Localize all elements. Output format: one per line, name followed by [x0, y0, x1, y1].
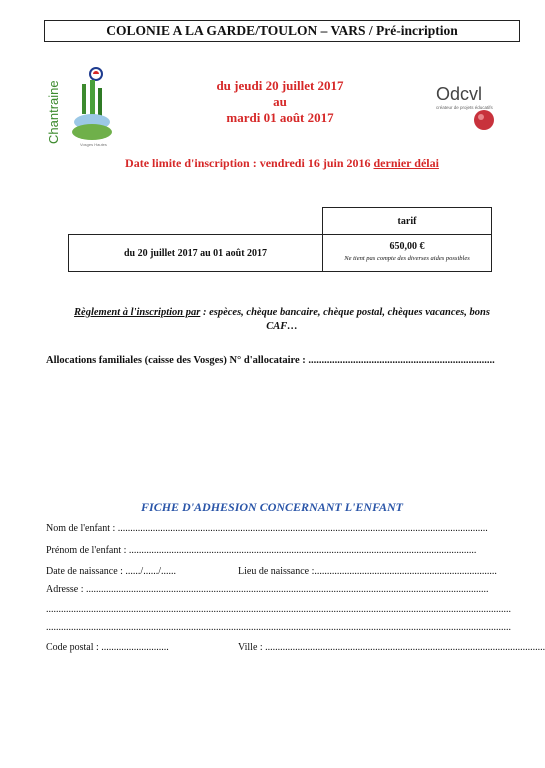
payment-line2: CAF…	[266, 321, 298, 332]
address-field[interactable]: Adresse : .................................................................................................................................................................	[46, 584, 489, 595]
deadline-text: Date limite d'inscription : vendredi 16 juin 2016	[125, 156, 374, 170]
child-firstname-field[interactable]: Prénom de l'enfant : ...........................................................................................................................................	[46, 545, 477, 556]
fiche-title: FICHE D'ADHESION CONCERNANT L'ENFANT	[141, 500, 403, 514]
address-line2[interactable]: ..........................................................................................................................................................................................	[46, 604, 511, 615]
deadline-emphasis: dernier délai	[373, 156, 439, 170]
postal-code-field[interactable]: Code postal : ...........................	[46, 642, 169, 653]
address-line3[interactable]: ..........................................................................................................................................................................................	[46, 622, 511, 633]
child-lastname-field[interactable]: Nom de l'enfant : ....................................................................................................................................................	[46, 523, 488, 534]
tarif-price-cell	[323, 235, 492, 272]
allocation-label: Allocations familiales (caisse des Vosges) N° d'allocataire :	[46, 355, 309, 366]
date-line-2: au	[273, 94, 287, 109]
allocation-field[interactable]	[46, 355, 495, 366]
date-line-1: du jeudi 20 juillet 2017	[216, 78, 344, 93]
session-dates	[160, 78, 400, 126]
payment-methods	[60, 306, 504, 334]
tarif-header: tarif	[323, 208, 492, 235]
birthplace-field[interactable]: Lieu de naissance :.........................................................................	[238, 566, 497, 577]
document-title: COLONIE A LA GARDE/TOULON – VARS / Pré-incription	[44, 20, 520, 42]
chantraine-brand-text: Chantraine	[46, 80, 61, 144]
chantraine-logo	[46, 62, 118, 150]
tarif-note: Ne tient pas compte des diverses aides possibles	[344, 255, 470, 262]
city-field[interactable]: Ville : ................................................................................................................	[238, 642, 545, 653]
odcvl-brand-text: Odcvl	[436, 84, 483, 104]
tarif-period: du 20 juillet 2017 au 01 août 2017	[69, 235, 323, 272]
allocation-dots: .......................................................................	[308, 355, 495, 366]
tarif-price: 650,00 €	[389, 241, 425, 252]
odcvl-tagline: créateur de projets éducatifs	[436, 105, 493, 110]
chantraine-tagline: Vosges Hautes	[80, 142, 107, 147]
registration-deadline	[60, 156, 504, 171]
odcvl-logo	[436, 84, 516, 134]
tarif-table	[68, 207, 492, 272]
payment-label: Règlement à l'inscription par	[74, 307, 201, 318]
birthdate-field[interactable]: Date de naissance : ....../....../......	[46, 566, 176, 577]
payment-text: : espèces, chèque bancaire, chèque postal, chèques vacances, bons	[200, 307, 490, 318]
date-line-3: mardi 01 août 2017	[226, 110, 334, 125]
